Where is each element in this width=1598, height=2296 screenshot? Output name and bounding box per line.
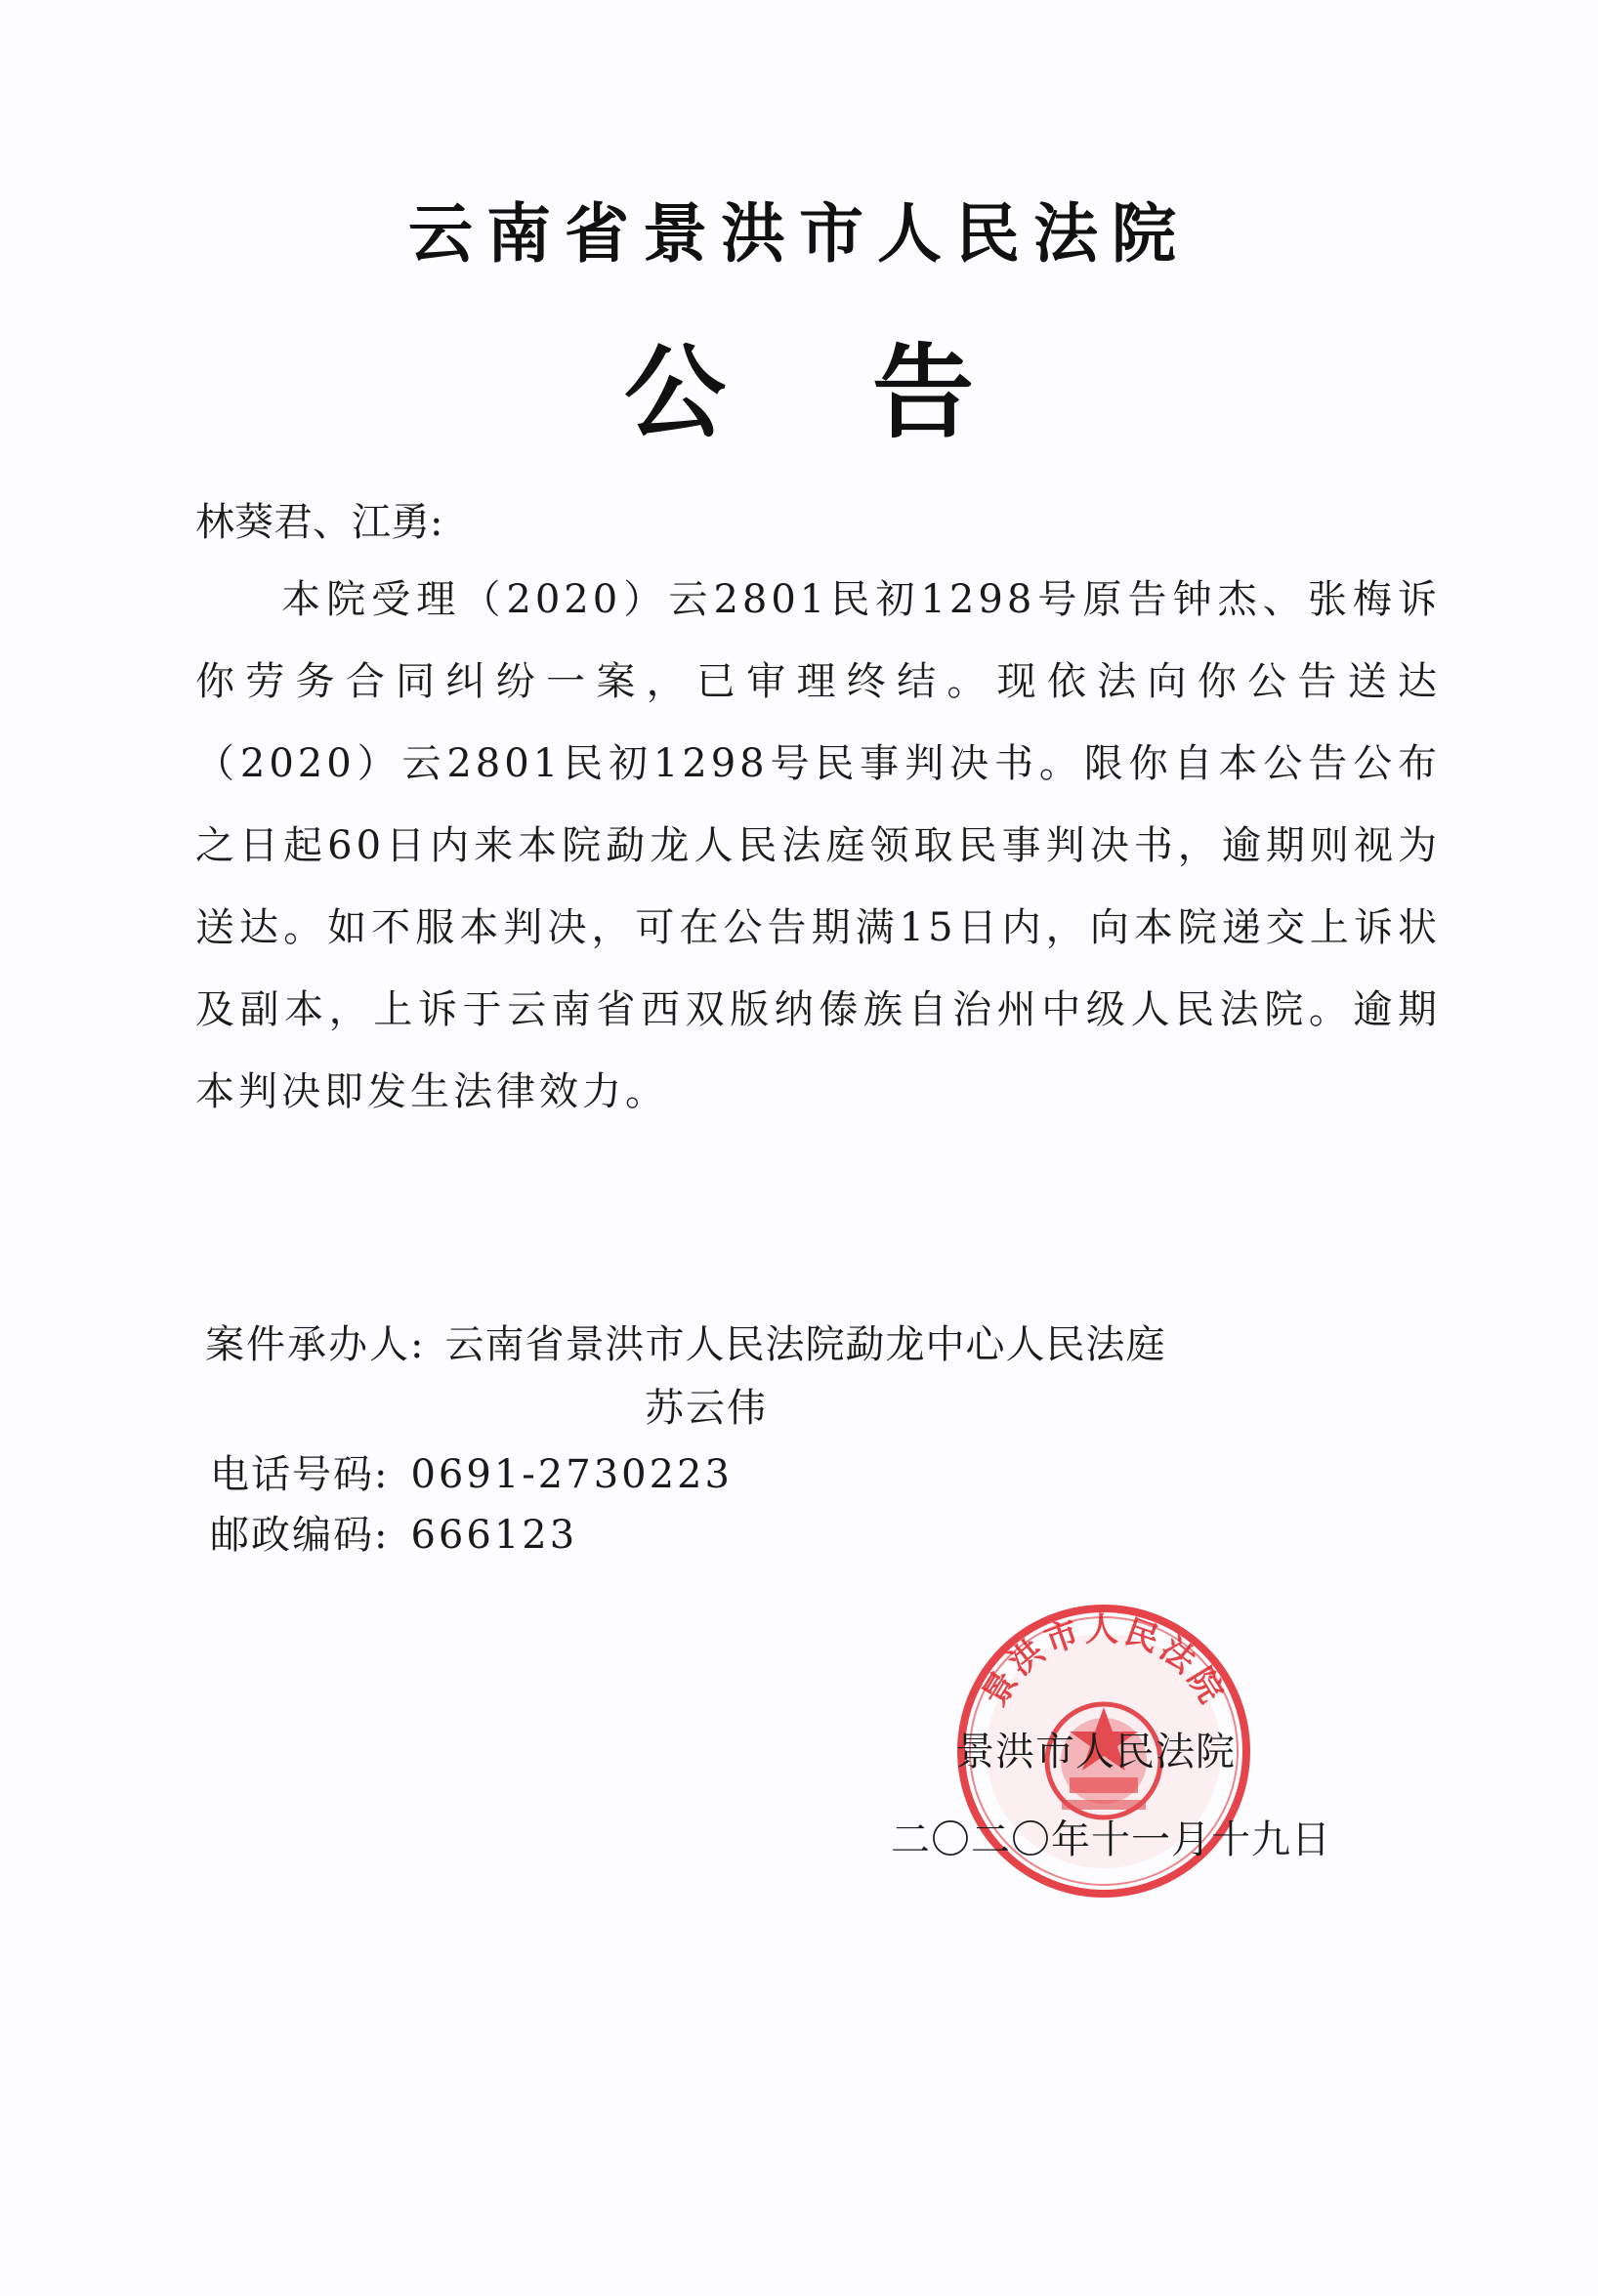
notice-body: 本院受理（2020）云2801民初1298号原告钟杰、张梅诉你劳务合同纠纷一案，已审理终结。现依法向你公告送达（2020）云2801民初1298号民事判决书。限你自本公告公布之日起60日内来本院勐龙人民法庭领取民事判决书，逾期则视为送达。如不服本判决，可在公告期满15日内，向本院递交上诉状及副本，上诉于云南省西双版纳傣族自治州中级人民法院。逾期本判决即发生法律效力。	[195, 577, 1441, 1114]
seal-text: 景洪市人民法院	[975, 1609, 1233, 1714]
case-handler-unit: 云南省景洪市人民法院勐龙中心人民法庭	[444, 1322, 1166, 1367]
notice-title: 公告	[623, 333, 1120, 452]
phone-line	[210, 1443, 733, 1499]
postcode-value: 666123	[410, 1513, 578, 1558]
addressee: 林葵君、江勇:	[195, 500, 443, 545]
case-handler-label: 案件承办人:	[205, 1322, 426, 1367]
phone-number: 0691-2730223	[410, 1452, 733, 1497]
postcode-label: 邮政编码:	[210, 1513, 390, 1558]
phone-label: 电话号码:	[210, 1452, 390, 1497]
issuer-signature: 景洪市人民法院	[955, 1730, 1236, 1774]
postcode-line	[210, 1504, 577, 1560]
issue-date: 二〇二〇年十一月十九日	[891, 1817, 1331, 1862]
court-name-heading: 云南省景洪市人民法院	[408, 196, 1190, 271]
case-handler	[205, 1314, 1165, 1369]
case-handler-name: 苏云伟	[645, 1386, 768, 1431]
